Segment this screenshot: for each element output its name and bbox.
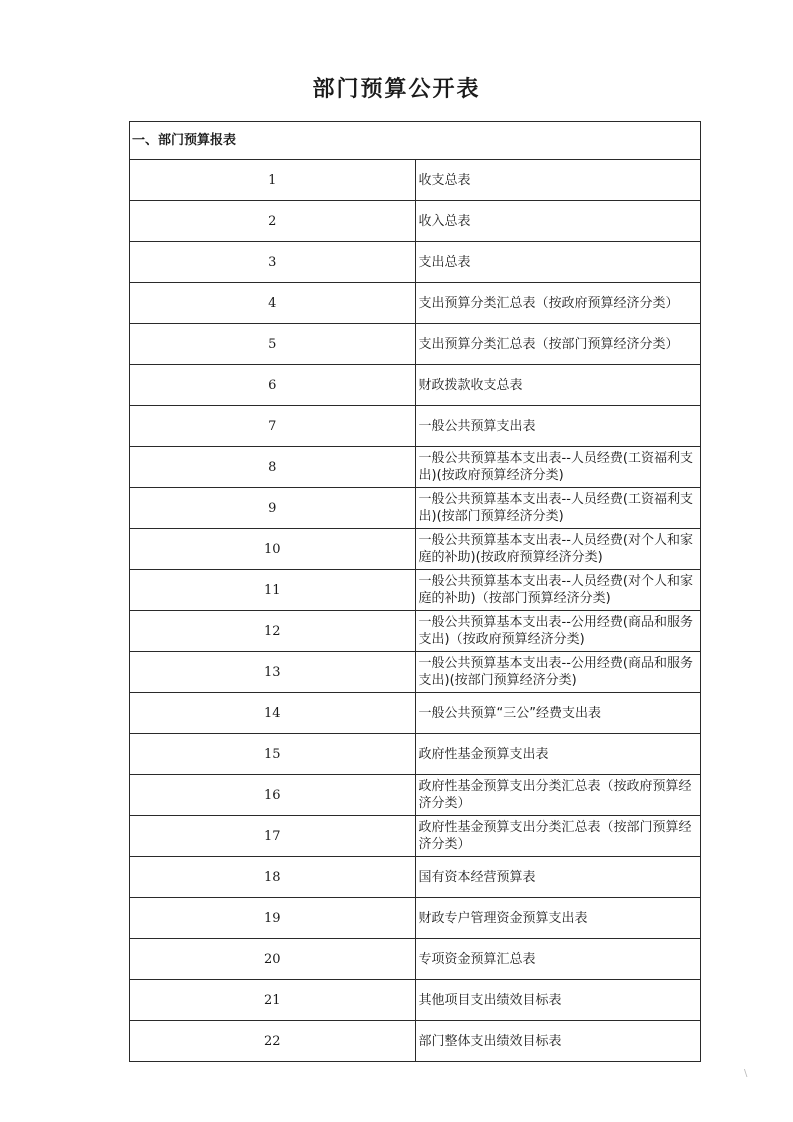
report-name: 收入总表 [415,201,701,242]
report-name: 财政专户管理资金预算支出表 [415,898,701,939]
report-name: 政府性基金预算支出分类汇总表（按部门预算经济分类） [415,816,701,857]
table-row [130,980,701,1021]
budget-report-table [129,121,701,1062]
row-number: 13 [130,652,416,693]
table-row [130,447,701,488]
report-name: 一般公共预算基本支出表--人员经费(工资福利支出)(按政府预算经济分类) [415,447,701,488]
report-name: 一般公共预算支出表 [415,406,701,447]
table-row [130,529,701,570]
report-name: 支出预算分类汇总表（按政府预算经济分类） [415,283,701,324]
report-name: 国有资本经营预算表 [415,857,701,898]
report-name: 一般公共预算基本支出表--公用经费(商品和服务支出)（按政府预算经济分类) [415,611,701,652]
row-number: 10 [130,529,416,570]
table-row [130,734,701,775]
table-row [130,611,701,652]
scan-artifact-mark: \ [744,1068,748,1079]
table-row [130,365,701,406]
report-name: 收支总表 [415,160,701,201]
table-row [130,1021,701,1062]
section-row [130,122,701,160]
row-number: 6 [130,365,416,406]
table-row [130,693,701,734]
report-name: 一般公共预算基本支出表--人员经费(对个人和家庭的补助)（按部门预算经济分类) [415,570,701,611]
table-row [130,939,701,980]
row-number: 9 [130,488,416,529]
row-number: 8 [130,447,416,488]
report-name: 专项资金预算汇总表 [415,939,701,980]
row-number: 16 [130,775,416,816]
table-row [130,652,701,693]
report-name: 一般公共预算基本支出表--人员经费(对个人和家庭的补助)(按政府预算经济分类) [415,529,701,570]
table-row [130,160,701,201]
table-row [130,283,701,324]
table-row [130,201,701,242]
report-name: 政府性基金预算支出表 [415,734,701,775]
report-name: 财政拨款收支总表 [415,365,701,406]
report-name: 政府性基金预算支出分类汇总表（按政府预算经济分类） [415,775,701,816]
table-row [130,898,701,939]
row-number: 2 [130,201,416,242]
table-row [130,324,701,365]
row-number: 22 [130,1021,416,1062]
row-number: 1 [130,160,416,201]
row-number: 20 [130,939,416,980]
table-row [130,816,701,857]
row-number: 3 [130,242,416,283]
report-name: 一般公共预算基本支出表--公用经费(商品和服务支出)(按部门预算经济分类) [415,652,701,693]
row-number: 17 [130,816,416,857]
row-number: 14 [130,693,416,734]
report-name: 部门整体支出绩效目标表 [415,1021,701,1062]
row-number: 5 [130,324,416,365]
table-row [130,406,701,447]
table-row [130,488,701,529]
row-number: 7 [130,406,416,447]
row-number: 11 [130,570,416,611]
row-number: 18 [130,857,416,898]
row-number: 21 [130,980,416,1021]
row-number: 4 [130,283,416,324]
report-name: 其他项目支出绩效目标表 [415,980,701,1021]
table-row [130,242,701,283]
report-name: 一般公共预算基本支出表--人员经费(工资福利支出)(按部门预算经济分类) [415,488,701,529]
report-name: 支出总表 [415,242,701,283]
table-row [130,775,701,816]
report-name: 一般公共预算“三公”经费支出表 [415,693,701,734]
table-row [130,570,701,611]
report-name: 支出预算分类汇总表（按部门预算经济分类） [415,324,701,365]
page-title: 部门预算公开表 [312,76,481,102]
section-heading: 一、部门预算报表 [130,122,701,160]
row-number: 15 [130,734,416,775]
row-number: 12 [130,611,416,652]
table-row [130,857,701,898]
row-number: 19 [130,898,416,939]
